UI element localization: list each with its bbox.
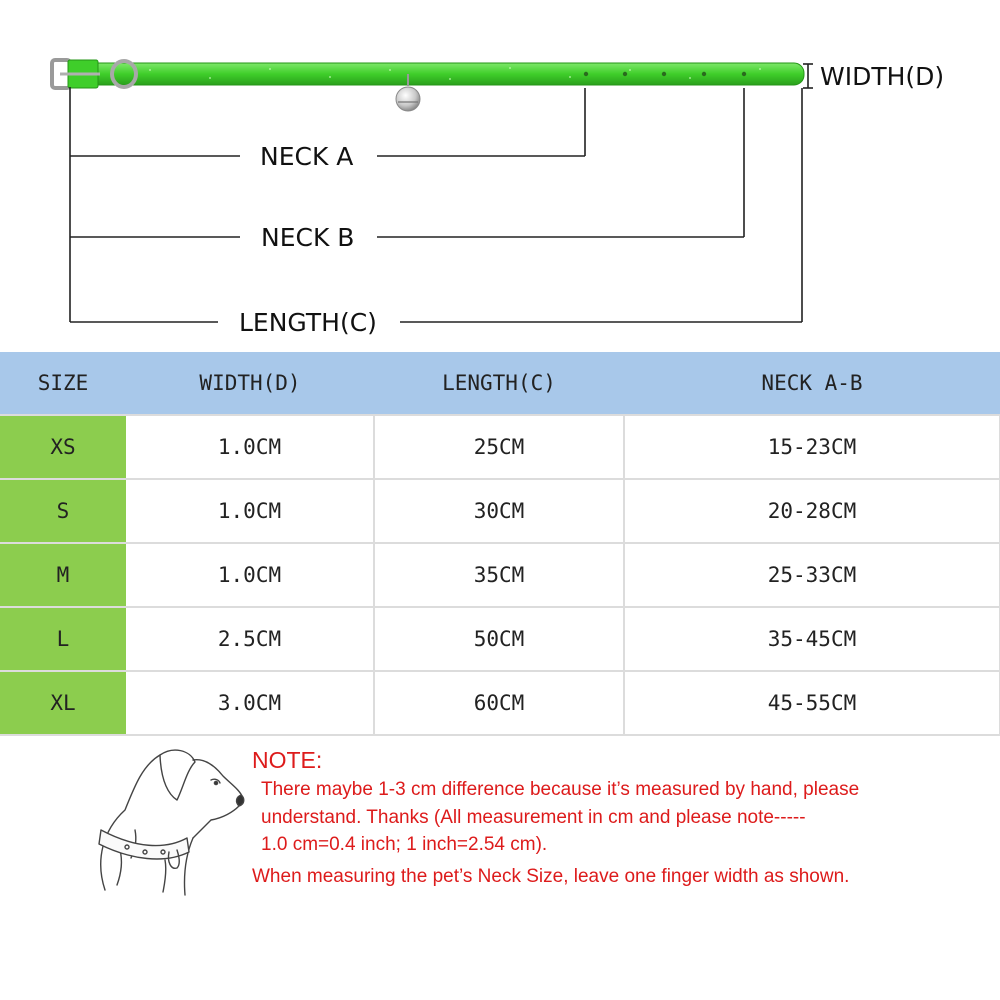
note-line-4: When measuring the pet’s Neck Size, leave one finger width as shown. [252, 866, 850, 887]
neck-cell: 20-28CM [624, 479, 1000, 543]
note-line-3: 1.0 cm=0.4 inch; 1 inch=2.54 cm). [261, 834, 548, 855]
neck-cell: 35-45CM [624, 607, 1000, 671]
note-section [0, 735, 1000, 1000]
length-cell: 35CM [374, 543, 624, 607]
table-header-row [0, 352, 1000, 415]
length-cell: 25CM [374, 415, 624, 479]
collar-diagram [0, 0, 1000, 345]
header-size: SIZE [0, 352, 126, 415]
note-line-1: There maybe 1-3 cm difference because it’s measured by hand, please [261, 779, 860, 800]
size-cell: L [0, 607, 126, 671]
width-cell: 1.0CM [126, 479, 374, 543]
length-cell: 60CM [374, 671, 624, 735]
width-cell: 3.0CM [126, 671, 374, 735]
collar-diagram-graphic [0, 0, 1000, 345]
table-row [0, 415, 1000, 479]
neck-a-label: NECK A [260, 142, 354, 171]
header-neck: NECK A-B [624, 352, 1000, 415]
size-cell: M [0, 543, 126, 607]
size-cell: XS [0, 415, 126, 479]
dog-illustration-icon [65, 740, 245, 900]
size-cell: XL [0, 671, 126, 735]
width-marker [803, 64, 813, 88]
width-cell: 1.0CM [126, 543, 374, 607]
width-cell: 2.5CM [126, 607, 374, 671]
width-label: WIDTH(D) [820, 62, 945, 91]
size-cell: S [0, 479, 126, 543]
neck-cell: 25-33CM [624, 543, 1000, 607]
width-cell: 1.0CM [126, 415, 374, 479]
table-row [0, 543, 1000, 607]
length-label: LENGTH(C) [239, 308, 377, 337]
collar-icon [52, 60, 804, 111]
note-line-2: understand. Thanks (All measurement in cm and please note----- [261, 807, 806, 828]
note-title: NOTE: [252, 747, 323, 773]
length-cell: 50CM [374, 607, 624, 671]
table-row [0, 607, 1000, 671]
table-row [0, 479, 1000, 543]
neck-cell: 15-23CM [624, 415, 1000, 479]
length-cell: 30CM [374, 479, 624, 543]
neck-b-label: NECK B [261, 223, 355, 252]
size-chart-table [0, 352, 1000, 736]
table-row [0, 671, 1000, 735]
neck-cell: 45-55CM [624, 671, 1000, 735]
header-length: LENGTH(C) [374, 352, 624, 415]
header-width: WIDTH(D) [126, 352, 374, 415]
measurement-lines [70, 87, 802, 322]
